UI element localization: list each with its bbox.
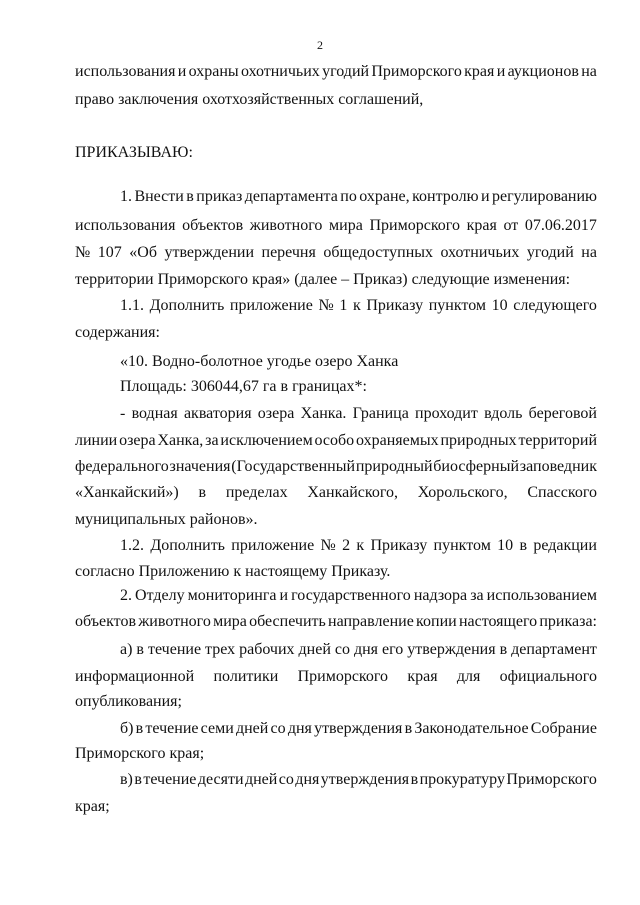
word: в (198, 484, 207, 501)
page-number: 2 (317, 38, 323, 52)
word: № (320, 537, 336, 554)
word: десяти (197, 771, 244, 788)
word: Приморского (297, 668, 389, 685)
word: информационной (75, 668, 195, 685)
word: федерального (75, 458, 169, 475)
word: Хорольского, (417, 484, 508, 501)
word: края (466, 217, 497, 234)
boundary-description-line: муниципальных районов». (75, 511, 258, 528)
word: Дополнить (149, 297, 225, 314)
word: за (205, 432, 219, 449)
word: Граница (352, 405, 409, 422)
text-line (75, 62, 597, 82)
word: общедоступных (323, 244, 434, 261)
item-1-1-line (120, 296, 597, 316)
word: - (120, 405, 126, 422)
word: «Ханкайский») (75, 484, 179, 501)
word: использованием (486, 587, 597, 604)
word: обеспечить (249, 613, 326, 630)
word: 2. (120, 587, 132, 604)
word: перечня (261, 244, 316, 261)
word: и (496, 63, 506, 80)
word: Внести (134, 188, 184, 205)
word: государственного (291, 587, 411, 604)
word: охотничьих (440, 244, 520, 261)
word: проходит (415, 405, 478, 422)
word: официального (499, 668, 597, 685)
word: направление (328, 613, 414, 630)
word: биосферный (433, 458, 520, 475)
word: пунктом (428, 297, 487, 314)
boundary-description-line (75, 431, 597, 451)
word: Приморского (371, 63, 462, 80)
word: исключением (220, 432, 313, 449)
list-item-a-line: опубликования; (75, 693, 182, 710)
word: охраняемых (356, 432, 439, 449)
word: утверждения (407, 641, 496, 658)
word: следующего (513, 297, 597, 314)
word: настоящего (458, 613, 538, 630)
word: Ханка. (300, 405, 347, 422)
word: 1. (120, 188, 132, 205)
word: и (177, 63, 187, 80)
word: приказ (196, 188, 243, 205)
word: департамент (511, 641, 597, 658)
word: надзора (413, 587, 468, 604)
word: приложение (229, 297, 313, 314)
word: в) (120, 771, 133, 788)
list-item-c-line: края; (75, 798, 110, 815)
word: охраны (188, 63, 239, 80)
paragraph-2-line (75, 612, 597, 632)
paragraph-1-line (120, 187, 597, 207)
word: дня (353, 641, 379, 658)
order-heading: ПРИКАЗЫВАЮ: (75, 144, 193, 161)
word: использования (75, 217, 176, 234)
word: территорий (518, 432, 597, 449)
word: животного (249, 217, 323, 234)
word: со (334, 641, 350, 658)
list-item-a-line (75, 667, 597, 687)
word: течение (145, 720, 199, 737)
word: 1 (339, 297, 348, 314)
word: Законодательное (414, 720, 529, 737)
word: его (382, 641, 404, 658)
word: политики (213, 668, 279, 685)
word: к (352, 297, 361, 314)
word: к (356, 537, 365, 554)
word: дня (295, 771, 320, 788)
word: животного (138, 613, 211, 630)
quote-line: Площадь: 306044,67 га в границах*: (120, 378, 367, 395)
word: края (407, 668, 438, 685)
word: течение (143, 771, 197, 788)
word: со (270, 720, 286, 737)
word: озера (257, 405, 295, 422)
boundary-description-line (120, 404, 597, 424)
word: в (135, 720, 144, 737)
word: Приказу (370, 537, 428, 554)
word: (Государственный (231, 458, 356, 475)
word: 07.06.2017 (524, 217, 597, 234)
word: за (470, 587, 484, 604)
word: в (186, 188, 194, 205)
word: 1.1. (120, 297, 144, 314)
word: департамента (244, 188, 338, 205)
text-line: право заключения охотхозяйственных соглашений, (75, 91, 424, 108)
word: объектов (182, 217, 244, 234)
word: в (404, 720, 413, 737)
word: в (499, 641, 508, 658)
word: в (134, 771, 142, 788)
quote-line: «10. Водно-болотное угодье озеро Ханка (120, 353, 399, 370)
word: от (503, 217, 519, 234)
word: озера (119, 432, 156, 449)
paragraph-1-line: территории Приморского края» (далее – Приказ) следующие изменения: (75, 271, 571, 288)
word: регулированию (491, 188, 597, 205)
word: линии (75, 432, 118, 449)
word: значения (169, 458, 231, 475)
word: 2 (342, 537, 351, 554)
word: на (581, 244, 597, 261)
word: 10 (497, 537, 514, 554)
list-item-b-line (120, 719, 597, 739)
word: вдоль (484, 405, 523, 422)
item-1-1-line: содержания: (75, 324, 160, 341)
list-item-b-line: Приморского края; (75, 745, 205, 762)
word: пределах (225, 484, 288, 501)
item-1-2-line (120, 536, 597, 556)
word: угодий (322, 63, 370, 80)
word: дней (244, 771, 278, 788)
word: дней (235, 720, 269, 737)
word: и (480, 188, 490, 205)
word: Спасского (527, 484, 597, 501)
word: утверждения (314, 720, 403, 737)
boundary-description-line (75, 457, 597, 477)
word: семи (200, 720, 234, 737)
word: приложение (231, 537, 315, 554)
word: редакции (533, 537, 597, 554)
word: течение (147, 641, 202, 658)
word: копии (416, 613, 457, 630)
list-item-c-line (120, 770, 597, 790)
word: Ханка, (157, 432, 204, 449)
word: утверждении (164, 244, 255, 261)
word: мира (213, 613, 247, 630)
word: объектов (75, 613, 137, 630)
word: дней (298, 641, 331, 658)
word: края (464, 63, 495, 80)
word: на (581, 63, 597, 80)
word: природный (355, 458, 433, 475)
word: для (456, 668, 481, 685)
word: в (136, 641, 144, 658)
word: № (75, 244, 91, 261)
word: и (279, 587, 289, 604)
word: мониторинга (187, 587, 277, 604)
word: в (410, 771, 419, 788)
word: со (278, 771, 294, 788)
word: приказа: (539, 613, 597, 630)
word: охотничьих (240, 63, 320, 80)
word: по (340, 188, 357, 205)
word: № (318, 297, 334, 314)
word: аукционов (507, 63, 579, 80)
word: мира (329, 217, 363, 234)
word: особо (314, 432, 355, 449)
word: Отделу (135, 587, 185, 604)
word: акватория (183, 405, 252, 422)
word: Приморского (369, 217, 460, 234)
boundary-description-line (75, 483, 597, 503)
word: дня (287, 720, 312, 737)
paragraph-1-line (75, 216, 597, 236)
word: в (519, 537, 528, 554)
paragraph-1-line (75, 243, 597, 263)
word: Дополнить (150, 537, 225, 554)
word: трех (205, 641, 236, 658)
word: Ханкайского, (307, 484, 398, 501)
list-item-a-line (120, 640, 597, 660)
word: 1.2. (120, 537, 144, 554)
word: утверждения (320, 771, 410, 788)
paragraph-2-line (120, 586, 597, 606)
word: а) (120, 641, 133, 658)
word: береговой (528, 405, 597, 422)
word: угодий (526, 244, 574, 261)
word: водная (131, 405, 178, 422)
word: контролю (412, 188, 479, 205)
word: природных (440, 432, 517, 449)
word: б) (120, 720, 134, 737)
word: использования (75, 63, 176, 80)
word: Собрание (530, 720, 597, 737)
word: пунктом (433, 537, 491, 554)
word: прокуратуру (419, 771, 505, 788)
word: рабочих (239, 641, 295, 658)
word: заповедник (519, 458, 597, 475)
word: Приказу (366, 297, 424, 314)
item-1-2-line: согласно Приложению к настоящему Приказу. (75, 563, 391, 580)
word: охране, (359, 188, 410, 205)
word: 10 (491, 297, 508, 314)
word: Приморского (506, 771, 597, 788)
word: «Об (129, 244, 157, 261)
word: 107 (97, 244, 122, 261)
